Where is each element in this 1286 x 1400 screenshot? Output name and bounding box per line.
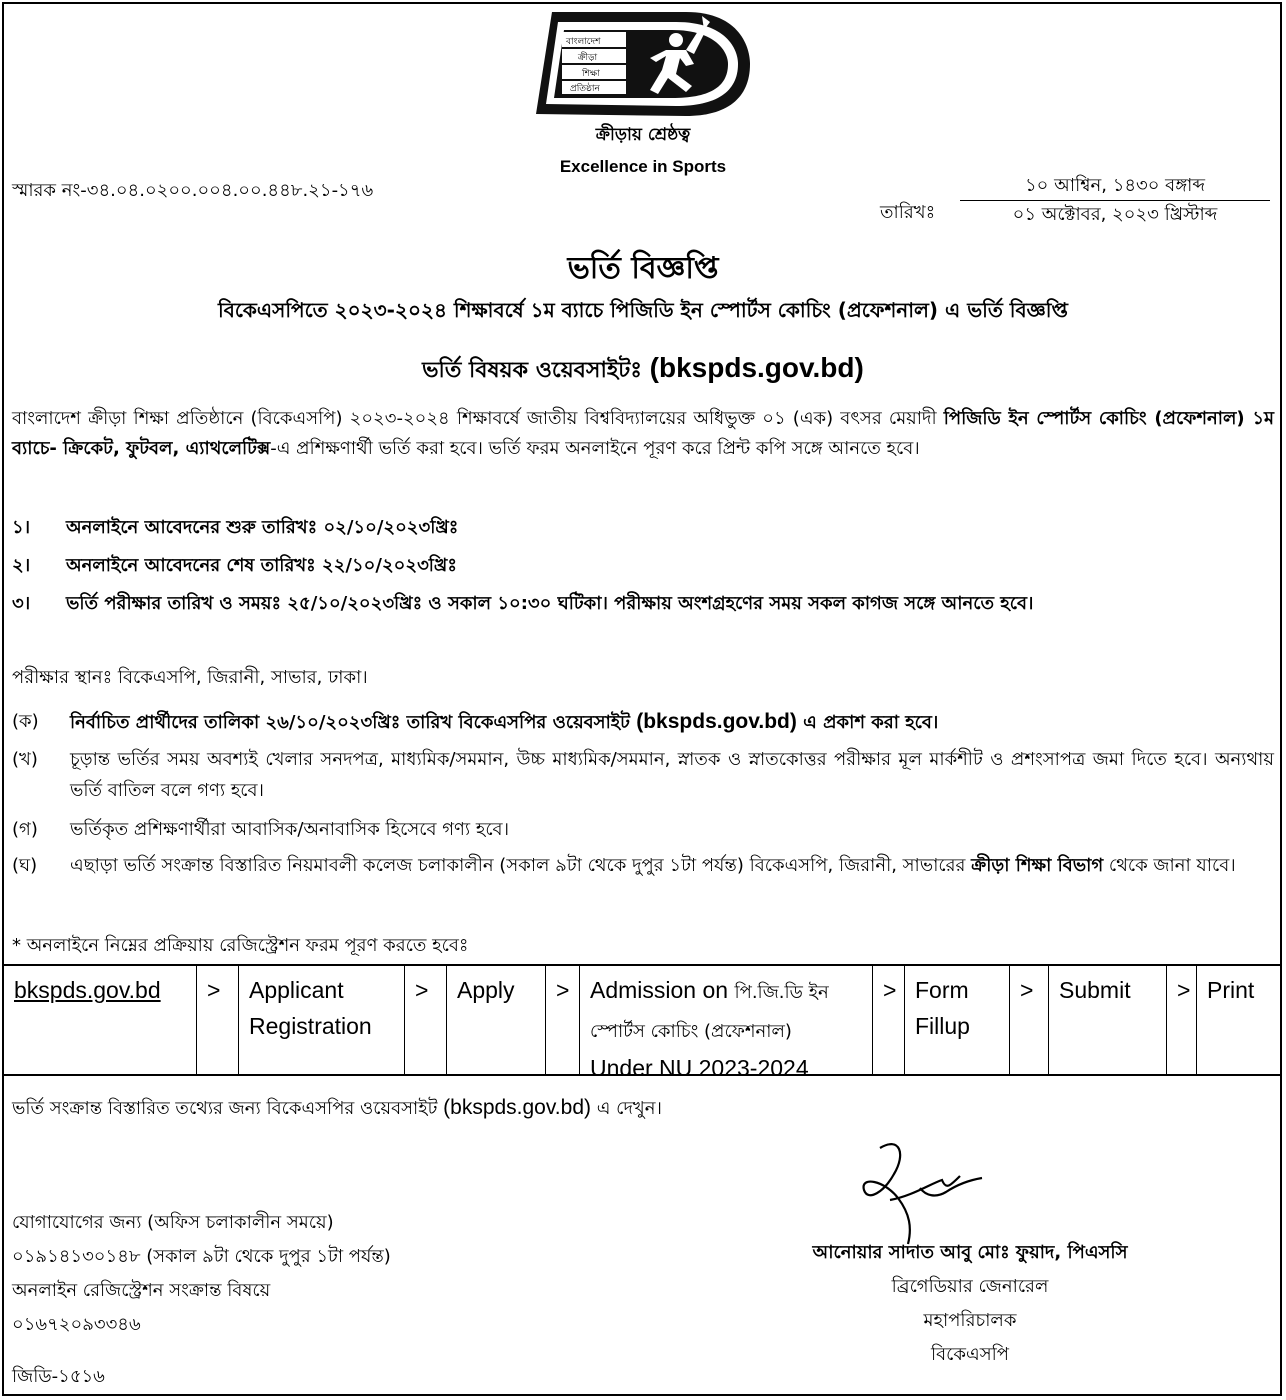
note-num: (ক): [12, 711, 39, 732]
note-ga: [12, 814, 1274, 845]
schedule-num: ৩।: [12, 593, 31, 614]
date-block: [960, 174, 1270, 227]
exam-venue: [12, 662, 1274, 693]
note-text: চূড়ান্ত ভর্তির সময় অবশ্যই খেলার সনদপত্র, মাধ্যমিক/সমমান, উচ্চ মাধ্যমিক/সমমান, স্নাতক ও স্নাতকোত্তর পরীক্ষার মূল মার্কশীট ও প্রশংসাপত্র জমা দিতে হবে। অন্যথায় ভর্তি বাতিল বলে গণ্য হবে।: [70, 749, 1274, 801]
memo-number: স্মারক নং-৩৪.০৪.০২০০.০০৪.০০.৪৪৮.২১-১৭৬: [12, 180, 374, 201]
date-divider: [960, 200, 1270, 201]
logo-slogan-en: Excellence in Sports: [559, 157, 727, 176]
step-submit: Submit: [1049, 966, 1167, 1074]
step-text: পি.জি.ডি ইন: [734, 982, 829, 1003]
step-arrow: >: [405, 966, 447, 1074]
see-more-line: [12, 1094, 662, 1125]
bksp-logo: [536, 4, 750, 180]
schedule-text: ভর্তি পরীক্ষার তারিখ ও সময়ঃ ২৫/১০/২০২৩খ্রিঃ ও সকাল ১০:৩০ ঘটিকা। পরীক্ষায় অংশগ্রহণের সময় সকল কাগজ সঙ্গে আনতে হবে।: [66, 593, 1034, 614]
note-num: (খ): [12, 749, 38, 770]
note-num: (ঘ): [12, 855, 38, 876]
note-kha: [12, 744, 1274, 806]
step-site: [4, 966, 197, 1074]
step-text: Fillup: [915, 1013, 970, 1039]
contact-line-3: অনলাইন রেজিস্ট্রেশন সংক্রান্ত বিষয়ে: [12, 1280, 271, 1301]
step-arrow: >: [873, 966, 905, 1074]
step-text: Applicant: [249, 977, 344, 1003]
intro-paragraph: [12, 404, 1274, 464]
signatory-designation: মহাপরিচালক: [923, 1310, 1017, 1331]
intro-part-2: -এ প্রশিক্ষণার্থী ভর্তি করা হবে। ভর্তি ফরম অনলাইনে পূরণ করে প্রিন্ট কপি সঙ্গে আনতে হবে।: [270, 438, 920, 459]
step-apply: Apply: [447, 966, 546, 1074]
intro-part-1: বাংলাদেশ ক্রীড়া শিক্ষা প্রতিষ্ঠানে (বিকেএসপি) ২০২৩-২০২৪ শিক্ষাবর্ষে জাতীয় বিশ্ববিদ্যালয়ের অধিভুক্ত ০১ (এক) বৎসর মেয়াদী: [12, 408, 944, 429]
schedule-text: অনলাইনে আবেদনের শেষ তারিখঃ ২২/১০/২০২৩খ্রিঃ: [66, 555, 457, 576]
step-text: Registration: [249, 1013, 372, 1039]
schedule-item-2: [12, 550, 1274, 581]
logo-text-1: বাংলাদেশ: [566, 37, 601, 47]
contact-line-1: যোগাযোগের জন্য (অফিস চলাকালীন সময়ে): [12, 1212, 334, 1233]
schedule-item-3: [12, 588, 1274, 619]
step-site-link[interactable]: bkspds.gov.bd: [14, 977, 161, 1003]
signatory-rank: ব্রিগেডিয়ার জেনারেল: [891, 1276, 1049, 1297]
step-text: স্পোর্টস কোচিং (প্রফেশনাল): [590, 1021, 792, 1042]
contact-block: [12, 1206, 391, 1342]
step-text: Form: [915, 977, 969, 1003]
schedule-num: ২।: [12, 555, 31, 576]
website-link[interactable]: (bkspds.gov.bd): [636, 710, 797, 733]
step-arrow: >: [1010, 966, 1049, 1074]
note-ka-post: এ প্রকাশ করা হবে।: [796, 712, 939, 733]
signatory-name: আনোয়ার সাদাত আবু মোঃ ফুয়াদ, পিএসসি: [812, 1242, 1128, 1263]
step-text: Admission on: [590, 977, 735, 1003]
signatory-org: বিকেএসপি: [931, 1344, 1009, 1365]
venue-text: পরীক্ষার স্থানঃ বিকেএসপি, জিরানী, সাভার, ঢাকা।: [12, 667, 368, 688]
note-text: ভর্তিকৃত প্রশিক্ষণার্থীরা আবাসিক/অনাবাসিক হিসেবে গণ্য হবে।: [70, 819, 510, 840]
note-gha: [12, 850, 1274, 881]
contact-phone-2: ০১৬৭২০৯৩৩৪৬: [12, 1314, 141, 1335]
note-gha-post: থেকে জানা যাবে।: [1103, 855, 1236, 876]
see-more-post: এ দেখুন।: [591, 1098, 662, 1119]
website-link[interactable]: (bkspds.gov.bd): [443, 1096, 591, 1119]
step-arrow: >: [197, 966, 239, 1074]
step-arrow: >: [546, 966, 580, 1074]
note-ka-pre: নির্বাচিত প্রার্থীদের তালিকা ২৬/১০/২০২৩খ্রিঃ তারিখ বিকেএসপির ওয়েবসাইট: [70, 712, 637, 733]
registration-intro: [12, 930, 1274, 961]
logo-text-2: ক্রীড়া: [578, 53, 598, 63]
step-form-fillup: [905, 966, 1010, 1074]
logo-text-3: শিক্ষা: [582, 69, 600, 79]
note-text: [70, 706, 1274, 738]
gd-number: জিডি-১৫১৬: [12, 1366, 105, 1387]
website-line: [0, 352, 1286, 390]
step-print: Print: [1207, 977, 1255, 1003]
registration-steps-table: [4, 964, 1282, 1081]
logo-slogan-bn: ক্রীড়ায় শ্রেষ্ঠত্ব: [595, 125, 691, 145]
date-gregorian: ০১ অক্টোবর, ২০২৩ খ্রিস্টাব্দ: [1012, 204, 1218, 225]
note-ka: [12, 706, 1274, 738]
date-bangla: ১০ আশ্বিন, ১৪৩০ বঙ্গাব্দ: [1024, 175, 1206, 196]
notice-title: ভর্তি বিজ্ঞপ্তি: [567, 251, 719, 286]
note-text: [70, 850, 1274, 881]
schedule-num: ১।: [12, 517, 31, 538]
website-label: ভর্তি বিষয়ক ওয়েবসাইটঃ: [422, 358, 642, 383]
notice-subtitle: বিকেএসপিতে ২০২৩-২০২৪ শিক্ষাবর্ষে ১ম ব্যাচে পিজিডি ইন স্পোর্টস কোচিং (প্রফেশনাল) এ ভর্তি বিজ্ঞপ্তি: [218, 298, 1068, 322]
step-text: Under NU 2023-2024: [590, 1055, 809, 1081]
date-label: তারিখঃ: [880, 202, 936, 223]
website-link[interactable]: (bkspds.gov.bd): [649, 352, 864, 383]
contact-phone-1: ০১৯১৪১৩০১৪৮ (সকাল ৯টা থেকে দুপুর ১টা পর্যন্ত): [12, 1246, 391, 1267]
schedule-item-1: [12, 512, 1274, 543]
signatory-block: [700, 1236, 1240, 1372]
intro-bold: পিজিডি ইন স্পোর্টস কোচিং (প্রফেশনাল) ১ম ব্যাচে- ক্রিকেট, ফুটবল, এ্যাথলেটিক্স: [12, 408, 1274, 459]
signature: [850, 1140, 990, 1250]
step-arrow: >: [1167, 966, 1197, 1074]
logo-text-4: প্রতিষ্ঠান: [570, 84, 600, 94]
step-admission: [580, 966, 873, 1081]
step-applicant-registration: [239, 966, 405, 1074]
note-gha-pre: এছাড়া ভর্তি সংক্রান্ত বিস্তারিত নিয়মাবলী কলেজ চলাকালীন (সকাল ৯টা থেকে দুপুর ১টা পর্যন্ত) বিকেএসপি, জিরানী, সাভারের: [70, 855, 972, 876]
see-more-pre: ভর্তি সংক্রান্ত বিস্তারিত তথ্যের জন্য বিকেএসপির ওয়েবসাইট: [12, 1098, 444, 1119]
registration-intro-text: * অনলাইনে নিম্নের প্রক্রিয়ায় রেজিস্ট্রেশন ফরম পূরণ করতে হবেঃ: [12, 935, 469, 956]
schedule-text: অনলাইনে আবেদনের শুরু তারিখঃ ০২/১০/২০২৩খ্রিঃ: [66, 517, 459, 538]
note-gha-bold: ক্রীড়া শিক্ষা বিভাগ: [971, 855, 1104, 876]
note-num: (গ): [12, 819, 38, 840]
